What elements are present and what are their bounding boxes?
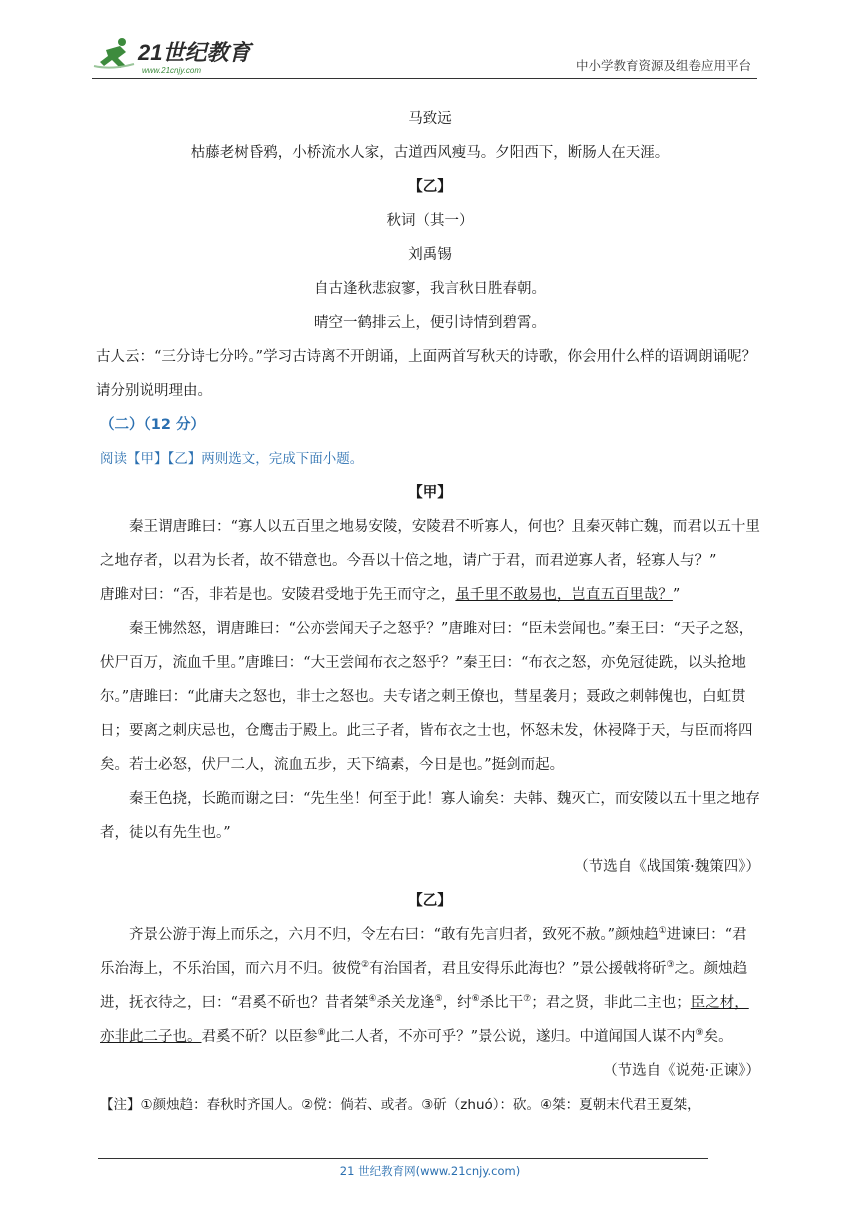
yi-tag: 【乙】 <box>408 892 452 909</box>
jia-paragraph-2 <box>100 578 760 612</box>
jia-paragraph-1: 秦王谓唐雎曰：“寡人以五百里之地易安陵，安陵君不听寡人，何也？且秦灭韩亡魏，而君以五十里之地存者，以君为长者，故不错意也。今吾以十倍之地，请广于君，而君逆寡人者，轻寡人与？” <box>100 519 760 569</box>
footnote-mark: ⑥ <box>471 994 480 1005</box>
logo-url-text: www.21cnjy.com <box>142 66 201 75</box>
footer-divider <box>98 1158 708 1159</box>
yi-text: 杀比干 <box>479 995 524 1011</box>
platform-name: 中小学教育资源及组卷应用平台 <box>575 58 751 73</box>
yi-text: 君奚不斫？以臣参 <box>201 1029 318 1045</box>
footnote-mark: ② <box>361 960 370 971</box>
yi-paragraph <box>100 918 760 1054</box>
yi-text: 之。颜烛趋进，抚衣待之，曰：“君奚不斫也？昔者桀 <box>100 961 748 1011</box>
yi-underlined-sentence: 臣之材，亦非此二子也。 <box>100 995 749 1045</box>
yi-text: 齐景公游于海上而乐之，六月不归，令左右曰：“敢有先言归者，致死不赦。”颜烛趋 <box>129 927 659 943</box>
jia-paragraph-3: 秦王怫然怒，谓唐雎曰：“公亦尝闻天子之怒乎？”唐雎对曰：“臣未尝闻也。”秦王曰：“天子之怒，伏尸百万，流血千里。”唐雎曰：“大王尝闻布衣之怒乎？”秦王曰：“布衣之怒，亦免冠徒跣，以头抢地尔。”唐雎曰：“此庸夫之怒也，非士之怒也。夫专诸之刺王僚也，彗星袭月；聂政之刺韩傀也，白虹贯日；要离之刺庆忌也，仓鹰击于殿上。此三子者，皆布衣之士也，怀怒未发，休祲降于天，与臣而将四矣。若士必怒，伏尸二人，流血五步，天下缟素，今日是也。”挺剑而起。 <box>100 621 754 773</box>
footnote-mark: ⑤ <box>434 994 443 1005</box>
jia-source: （节选自《战国策·魏策四》） <box>574 859 760 875</box>
footnote-mark: ③ <box>666 960 675 971</box>
jia-paragraph-4: 秦王色挠，长跪而谢之曰：“先生坐！何至于此！寡人谕矣：夫韩、魏灭亡，而安陵以五十里之地存者，徒以有先生也。” <box>100 791 760 841</box>
jia-p2-end: ” <box>672 587 681 603</box>
jia-p2-start: 唐雎对曰：“否，非若是也。安陵君受地于先王而守之， <box>100 587 456 603</box>
page-footer[interactable]: 21 世纪教育网(www.21cnjy.com) <box>339 1164 521 1178</box>
poem2-line2: 晴空一鹤排云上，便引诗情到碧霄。 <box>314 315 546 331</box>
footnote-mark: ⑨ <box>695 1028 704 1039</box>
question-text: 古人云：“三分诗七分吟。”学习古诗离不开朗诵，上面两首写秋天的诗歌，你会用什么样的语调朗诵呢？请分别说明理由。 <box>96 349 757 399</box>
runner-logo-icon <box>92 36 262 76</box>
page-header <box>92 32 757 79</box>
yi-text: 进谏曰：“君乐治海上，不乐治国，而六月不归。彼傥 <box>100 927 747 977</box>
footnote-mark: ① <box>658 926 667 937</box>
section2-instruction: 阅读【甲】【乙】两则选文，完成下面小题。 <box>100 451 364 467</box>
yi-text: ；君之贤，非此二主也； <box>531 995 691 1011</box>
footnote-mark: ⑦ <box>523 994 532 1005</box>
annotation-note: 【注】①颜烛趋：春秋时齐国人。②傥：倘若、或者。③斫（zhuó）：砍。④桀：夏朝末代君王夏桀， <box>100 1097 701 1113</box>
poem2-author: 刘禹锡 <box>408 247 452 263</box>
poem1-text: 枯藤老树昏鸦，小桥流水人家，古道西风瘦马。夕阳西下，断肠人在天涯。 <box>190 145 670 161</box>
yi-text: ，纣 <box>442 995 472 1011</box>
site-logo[interactable] <box>92 36 262 76</box>
yi-text: 杀关龙逢 <box>376 995 435 1011</box>
poem1-author: 马致远 <box>408 111 452 127</box>
yi-source: （节选自《说苑·正谏》） <box>603 1063 760 1079</box>
footnote-mark: ⑧ <box>317 1028 326 1039</box>
footnote-mark: ④ <box>368 994 377 1005</box>
poem2-title: 秋词（其一） <box>386 213 474 229</box>
yi-text: 有治国者，君且安得乐此海也？”景公援戟将斫 <box>369 961 667 977</box>
jia-p2-underlined: 虽千里不敢易也，岂直五百里哉？ <box>455 587 673 603</box>
poem2-line1: 自古逢秋悲寂寥，我言秋日胜春朝。 <box>314 281 546 297</box>
document-body <box>96 102 760 1122</box>
yi-text: 矣。 <box>703 1029 733 1045</box>
jia-tag: 【甲】 <box>408 484 452 501</box>
section2-heading: （二）（12 分） <box>100 417 205 433</box>
logo-brand-text: 21世纪教育 <box>138 40 251 65</box>
poem2-tag: 【乙】 <box>408 178 452 195</box>
yi-text: 此二人者，不亦可乎？”景公说，遂归。中道闻国人谋不内 <box>325 1029 696 1045</box>
